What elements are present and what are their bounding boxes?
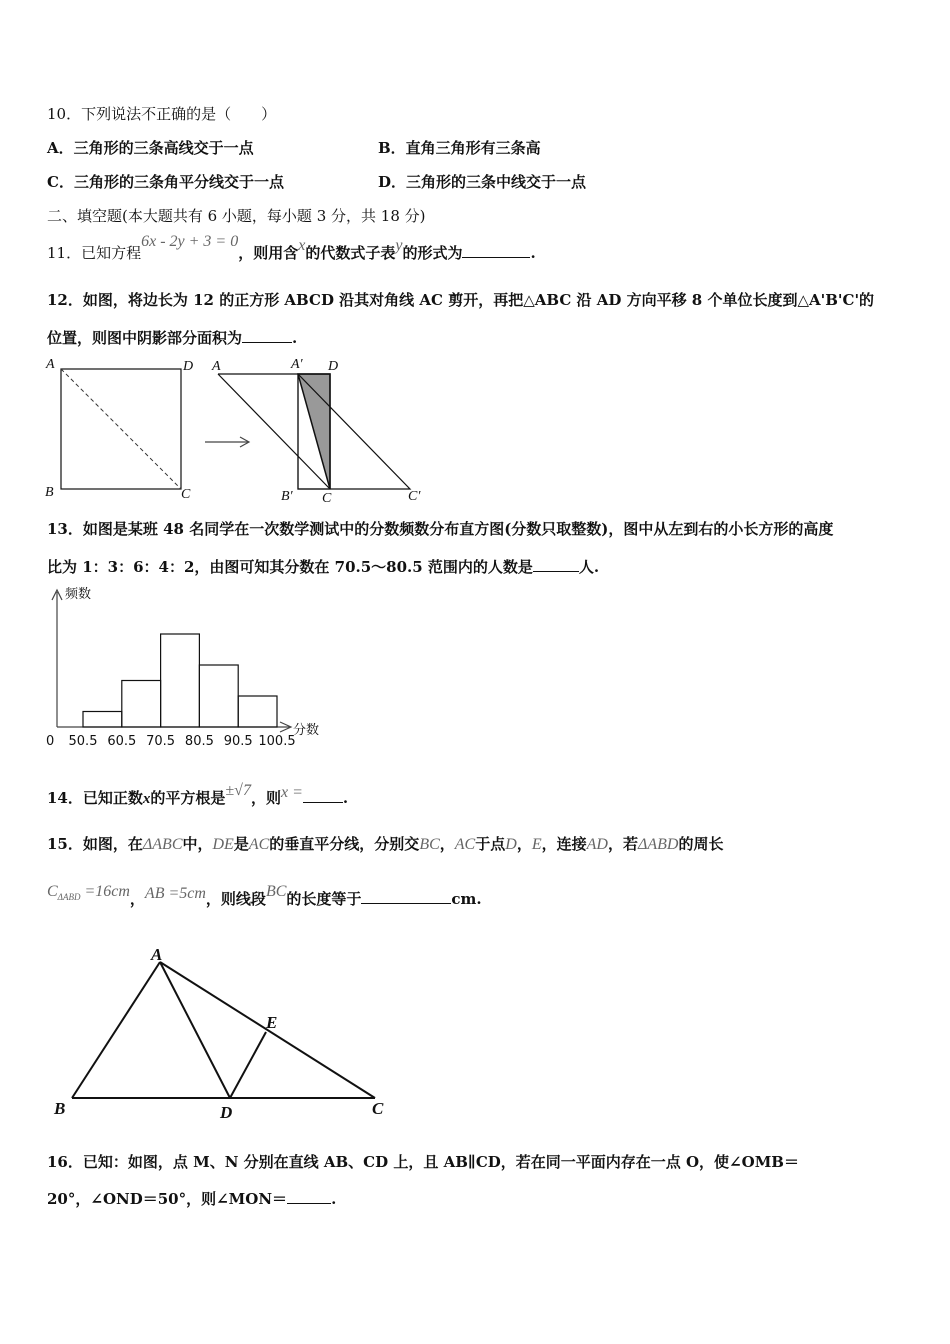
q12-line2-text: 位置，则图中阴影部分面积为: [47, 329, 243, 347]
q15-p8: ，连接: [541, 835, 587, 853]
q10-stem: 10．下列说法不正确的是（ ）: [47, 105, 277, 123]
q13-tick-label: 60.5: [107, 734, 137, 749]
q14: [47, 782, 349, 808]
q13-line1: 13．如图是某班 48 名同学在一次数学测试中的分数频数分布直方图(分数只取整数)，图中从左到右的小长方形的高度: [47, 520, 834, 538]
q15-answer-blank[interactable]: [361, 891, 451, 904]
q12-left-square: [45, 357, 193, 502]
q15-p7: ，: [516, 835, 532, 853]
q10-option-a: A．三角形的三条高线交于一点: [47, 139, 254, 157]
q14-mid: 的平方根是: [150, 789, 226, 807]
q15-p1: 15．如图，在: [47, 835, 143, 853]
q14-end: .: [342, 789, 349, 807]
q10-option-c: C．三角形的三条角平分线交于一点: [47, 173, 284, 191]
q15-label-c: C: [372, 1099, 384, 1118]
q13-tick-label: 90.5: [223, 734, 253, 749]
q12-label-d: D: [183, 359, 194, 374]
q15-e: E: [531, 836, 542, 853]
q15-p10: 的周长: [678, 835, 724, 853]
q14-pre: 14．已知正数: [47, 789, 143, 807]
q14-mid2: ，则: [250, 789, 281, 807]
q12-label-c: C: [181, 487, 191, 502]
q13-answer-blank[interactable]: [533, 559, 579, 572]
q15-c: C: [47, 883, 58, 900]
q15-perimeter-expr: [47, 883, 130, 903]
q15-ac2: AC: [454, 836, 476, 853]
q15-tri: ΔABC: [142, 836, 183, 853]
q11-mid2: 的代数式子表: [305, 244, 396, 262]
q15-p13: 的长度等于: [286, 890, 362, 908]
q15-p6: 于点: [475, 835, 506, 853]
q15-ab-expr: AB =5cm: [144, 885, 206, 902]
q15-p5: ，: [439, 835, 455, 853]
q12-label-a: A: [46, 357, 55, 372]
q15-label-e: E: [266, 1013, 278, 1032]
q12-label-a-right: A: [212, 359, 221, 374]
q11-mid1: ，则用含: [238, 244, 299, 262]
q14-expr: x =: [280, 784, 303, 801]
q15-p4: 的垂直平分线，分别交: [269, 835, 420, 853]
q15-label-d: D: [220, 1103, 233, 1122]
q15-c-sub: ΔABD: [57, 892, 81, 903]
q13-x-label: 分数: [293, 723, 320, 738]
q16-line2-text: 20°，∠OND＝50°，则∠MON＝: [47, 1190, 288, 1208]
q13-tick-label: 80.5: [184, 734, 214, 749]
q15-bc2: BC: [265, 883, 287, 900]
q15-de: DE: [212, 836, 234, 853]
q13-histogram: [40, 582, 340, 750]
q15-d: D: [505, 836, 517, 853]
q12-label-c-prime: C′: [408, 489, 421, 504]
q15-label-b: B: [54, 1099, 66, 1118]
q16-end: .: [331, 1190, 337, 1208]
q11-pre: 11．已知方程: [47, 244, 142, 262]
q13-bar-5: [238, 696, 277, 727]
q13-tick-label: 0: [46, 734, 55, 749]
q12-end: .: [292, 329, 298, 347]
q15-ac: AC: [248, 836, 270, 853]
q13-tick-label: 100.5: [258, 734, 296, 749]
q16-answer-blank[interactable]: [287, 1191, 331, 1204]
q12-label-b-prime: B′: [281, 489, 293, 504]
q10-option-d: D．三角形的三条中线交于一点: [378, 173, 587, 191]
q15-line1: [47, 833, 723, 854]
q11-var-x: x: [298, 237, 306, 254]
q14-root: ±√7: [225, 782, 251, 799]
q15-p3: 是: [233, 835, 249, 853]
q15-ad: AD: [586, 836, 608, 853]
q13-bar-2: [122, 681, 161, 728]
q11-end: .: [530, 244, 536, 262]
q12-label-c-right: C: [322, 491, 332, 506]
q15-bc: BC: [419, 836, 440, 853]
q13-bar-4: [199, 665, 238, 727]
q13-line2: [47, 556, 599, 577]
q15-p11: ，: [129, 890, 145, 908]
q13-tick-label: 50.5: [68, 734, 98, 749]
q13-tick-label: 70.5: [146, 734, 176, 749]
section-title: 二、填空题(本大题共有 6 小题，每小题 3 分，共 18 分): [47, 207, 426, 225]
q13-line2-text: 比为 1：3：6：4：2，由图可知其分数在 70.5～80.5 范围内的人数是: [47, 558, 533, 576]
q15-label-a: A: [151, 945, 163, 964]
q13-y-label: 频数: [65, 587, 92, 602]
q10-option-b: B．直角三角形有三条高: [378, 139, 541, 157]
q13-bar-3: [161, 634, 200, 727]
q15-abd: ΔABD: [637, 836, 679, 853]
q12-right-figure: [211, 357, 421, 506]
q14-var: x: [142, 791, 151, 807]
q16-line1: 16．已知：如图，点 M、N 分别在直线 AB、CD 上，且 AB∥CD，若在同一平面内存在一点 O，使∠OMB＝: [47, 1153, 799, 1171]
q13-bar-1: [83, 712, 122, 728]
q11-answer-blank[interactable]: [462, 245, 530, 258]
q15-c-val: =16cm: [80, 883, 130, 900]
q12-label-d-right: D: [328, 359, 339, 374]
q11: [47, 233, 536, 263]
q14-answer-blank[interactable]: [303, 790, 343, 803]
q16-line2: [47, 1188, 336, 1209]
q12-answer-blank[interactable]: [242, 330, 292, 343]
q15-line2: [47, 883, 482, 910]
q15-end: cm.: [451, 890, 482, 908]
q12-label-a-prime: A′: [291, 357, 303, 372]
q12-arrow: [205, 437, 249, 447]
q13-end: 人.: [578, 558, 600, 576]
q11-post: 的形式为: [402, 244, 463, 262]
q12-line2: [47, 327, 297, 348]
q15-p12: ，则线段: [205, 890, 266, 908]
q11-var-y: y: [395, 237, 403, 254]
q15-p9: ，若: [607, 835, 638, 853]
q12-label-b: B: [45, 485, 54, 500]
q12-line1: 12．如图，将边长为 12 的正方形 ABCD 沿其对角线 AC 剪开，再把△ABC 沿 AD 方向平移 8 个单位长度到△A'B'C'的: [47, 291, 875, 309]
q11-equation: 6x - 2y + 3 = 0: [141, 233, 239, 250]
q15-figure: [50, 940, 400, 1125]
q15-p2: 中，: [182, 835, 213, 853]
q12-figure: [40, 352, 440, 507]
